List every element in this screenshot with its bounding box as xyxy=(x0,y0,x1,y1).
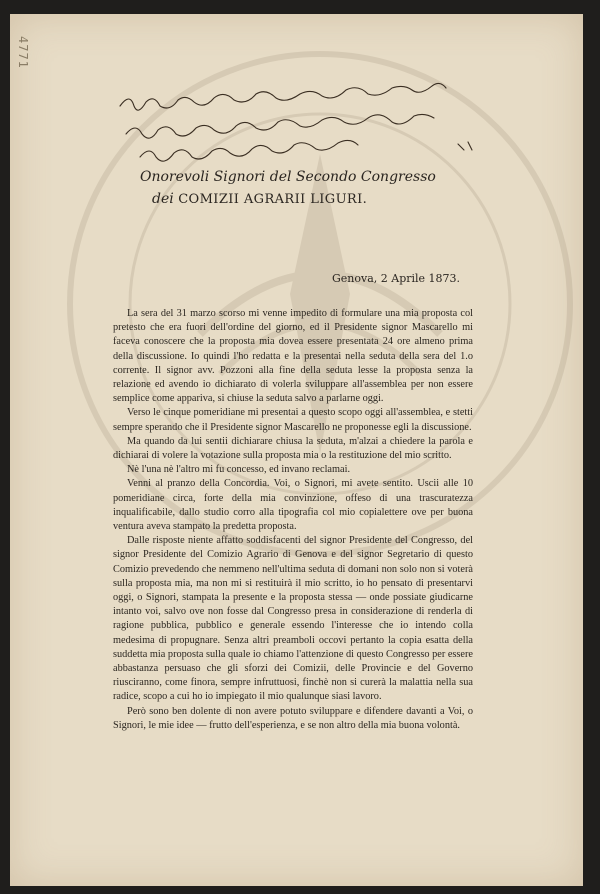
paragraph: Venni al pranzo della Concordia. Voi, o Signori, mi avete sentito. Uscii alle 10 pomeridiane circa, forte della mia convinzione, offeso di una trascuratezza inqualificabile, dallo studio corro alla tipografia col mio copialettere ove per buona ventura aveva stampato la predetta proposta. xyxy=(113,478,473,533)
paragraph: Ma quando da lui sentii dichiarare chiusa la seduta, m'alzai a chiedere la parola e dichiarai di volere la votazione sulla proposta mia o la restituzione del mio scritto. xyxy=(113,435,473,462)
document-page xyxy=(10,14,583,886)
paragraph: Verso le cinque pomeridiane mi presentai a questo scopo oggi all'assemblea, e stetti sempre sperando che il Presidente signor Mascarello ne proponesse egli la discussione. xyxy=(113,407,473,433)
paragraph: Però sono ben dolente di non avere potuto sviluppare e difendere davanti a Voi, o Signori, le mie idee — frutto dell'esperienza, e se non altro della mia buona volontà. xyxy=(113,705,473,731)
title-line-2-prefix: dei xyxy=(152,191,174,207)
handwritten-note xyxy=(10,14,583,174)
paragraph: La sera del 31 marzo scorso mi venne impedito di formulare una mia proposta col pretesto che era fuori dell'ordine del giorno, ed il Presidente signor Mascarello mi faceva conoscere che la proposta mia dovea essere presentata 24 ore almeno prima della discussione. Io quindi l'ho redatta e la presentai nella seduta della sera del 1.o corrente. Il signor avv. Pozzoni alla fine della seduta lesse la proposta senza la relazione ed avendo io dichiarato di volerla sviluppare all'assemblea per non essere semplice come appariva, si chiuse la seduta salvo a parlarne oggi. xyxy=(113,308,473,405)
title-line-1: Onorevoli Signori del Secondo Congresso xyxy=(140,169,436,185)
title-line-2-caps: COMIZII AGRARII LIGURI. xyxy=(178,192,368,207)
document-title xyxy=(140,166,470,211)
title-line-2 xyxy=(140,188,470,211)
dateline: Genova, 2 Aprile 1873. xyxy=(332,272,461,285)
archive-number: 4771 xyxy=(16,36,30,69)
letter-body xyxy=(113,307,473,733)
paragraph: Dalle risposte niente affatto soddisfacenti del signor Presidente del Congresso, del signor Presidente del Comizio Agrario di Genova e del signor Segretario di questo Comizio prevedendo che nemmeno nell'ultima seduta di domani non solo non si voterà sulla proposta mia, ma non mi si restituirà il mio scritto, io ho pensato di presentarvi oggi, o Signori, stampata la presente e la proposta stessa — onde possiate giudicarne intanto voi, salvo ove non fosse dal Congresso presa in considerazione di renderla di ragione pubblica, pubblico e generale essendo l'interesse che io intendo colla medesima di propugnare. Senza altri preamboli occovi pertanto la copia esatta della suddetta mia proposta sulla quale io chiamo l'attenzione di questo Congresso per essere abbastanza persuaso che gli sforzi dei Comizii, delle Provincie e del Governo riusciranno, come finora, sempre infruttuosi, finchè non si curerà la malattia nella sua radice, scopo a cui ho io impiegato il mio qualunque siasi lavoro. xyxy=(113,535,473,703)
paragraph: Nè l'una nè l'altro mi fu concesso, ed invano reclamai. xyxy=(127,464,351,476)
